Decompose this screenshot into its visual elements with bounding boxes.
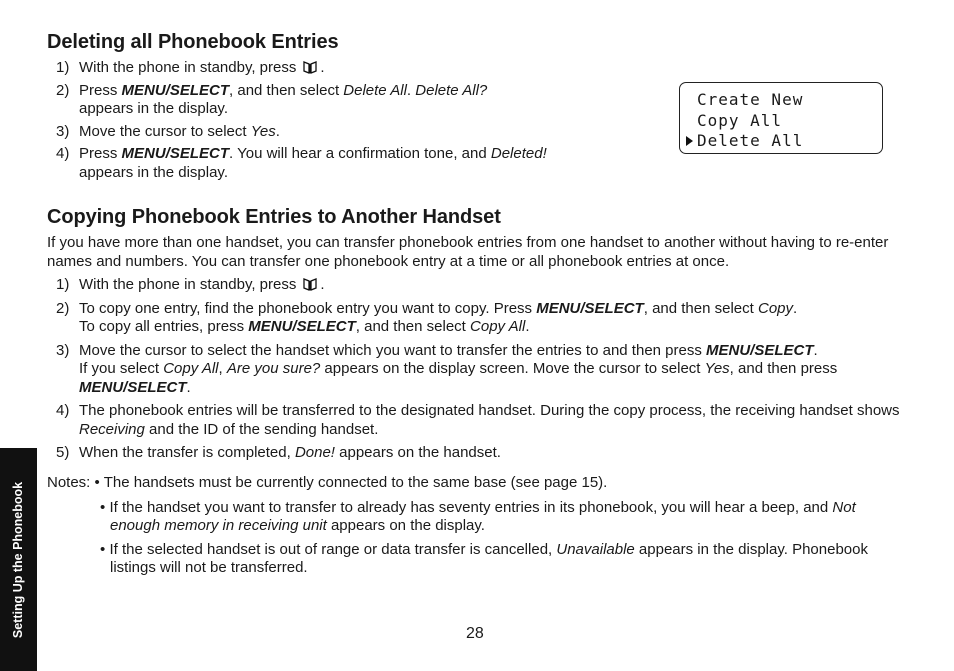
section-title-deleting: Deleting all Phonebook Entries: [47, 31, 339, 53]
note-1: Notes: • The handsets must be currently connected to the same base (see page 15).: [47, 474, 608, 491]
delete-steps-list: [56, 59, 636, 182]
copy-step-4: 4) The phonebook entries will be transferred to the designated handset. During the copy process, the receiving handset shows Receiving and the ID of the sending handset.: [56, 402, 900, 438]
lcd-line-delete-all: Delete All: [680, 131, 882, 152]
delete-step-4: 4) Press MENU/SELECT. You will hear a confirmation tone, and Deleted! appears in the display.: [56, 145, 547, 181]
delete-step-1: 1) With the phone in standby, press .: [56, 59, 325, 76]
delete-step-2: 2) Press MENU/SELECT, and then select Delete All. Delete All? appears in the display.: [56, 81, 488, 117]
lcd-line-copy-all: Copy All: [697, 110, 783, 130]
notes-block: [47, 474, 907, 578]
lcd-line-create-new: Create New: [697, 90, 804, 109]
note-3: • If the selected handset is out of range or data transfer is cancelled, Unavailable appears in the display. Phonebook listings will not be transferred.: [100, 540, 868, 576]
lcd-display: [679, 82, 883, 154]
copy-step-2: 2) To copy one entry, find the phonebook entry you want to copy. Press MENU/SELECT, and then select Copy. To copy all entries, press MENU/SELECT, and then select Copy All.: [56, 299, 798, 335]
copy-step-1: 1) With the phone in standby, press .: [56, 276, 325, 293]
page-number: 28: [466, 625, 484, 642]
copy-steps-list: [56, 276, 906, 463]
chapter-sidebar-tab: [0, 448, 37, 671]
chapter-label: Setting Up the Phonebook: [11, 481, 25, 639]
section-title-copying: Copying Phonebook Entries to Another Handset: [47, 206, 501, 228]
cursor-arrow-icon: [686, 136, 693, 146]
note-2: • If the handset you want to transfer to already has seventy entries in its phonebook, you will hear a beep, and Not enough memory in receiving unit appears on the display.: [100, 498, 856, 534]
bullet: •: [100, 498, 106, 516]
notes-label: Notes:: [47, 474, 91, 491]
copy-intro-paragraph: If you have more than one handset, you can transfer phonebook entries from one handset to another without having to re-enter names and numbers. You can transfer one phonebook entry at a time or all phonebook entries at once.: [47, 234, 889, 270]
copy-step-5: 5) When the transfer is completed, Done! appears on the handset.: [56, 444, 501, 461]
phonebook-book-icon: [302, 277, 318, 291]
delete-step-3: 3) Move the cursor to select Yes.: [56, 122, 280, 140]
bullet: •: [100, 540, 106, 558]
phonebook-book-icon: [302, 60, 318, 74]
copy-step-3: 3) Move the cursor to select the handset which you want to transfer the entries to and then press MENU/SELECT. If you select Copy All, Are you sure? appears on the display screen. Move the cursor to select Yes, and then press MENU/SELECT.: [56, 341, 838, 396]
bullet: •: [94, 474, 100, 491]
